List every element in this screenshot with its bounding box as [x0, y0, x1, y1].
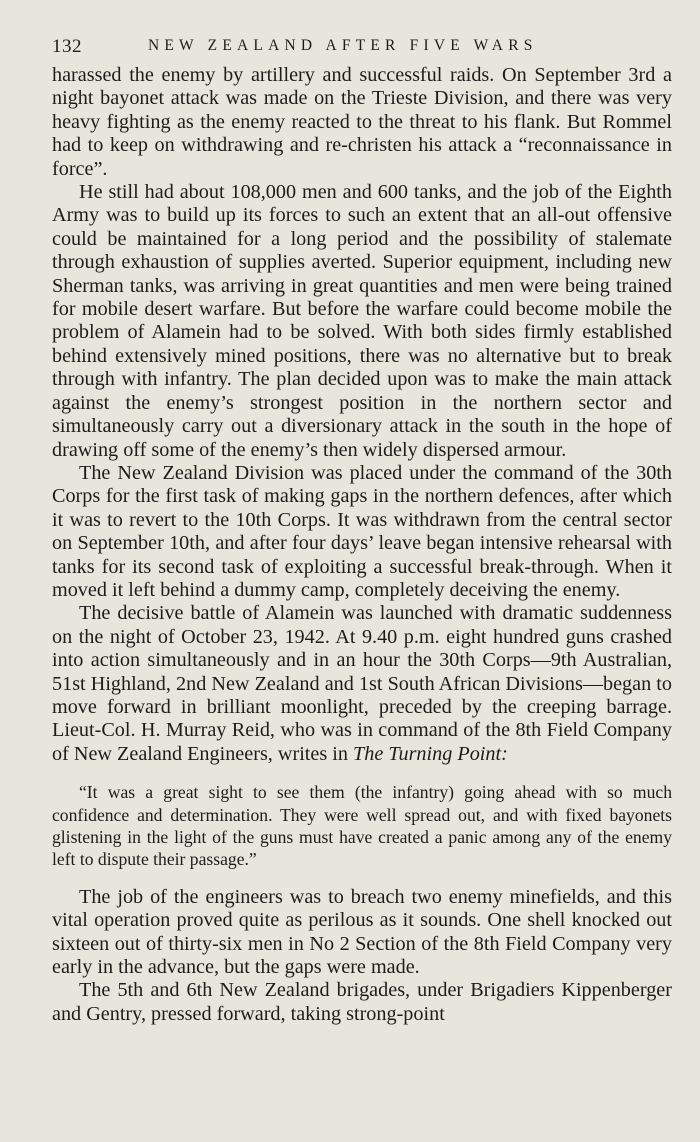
book-title-citation: The Turning Point: — [353, 742, 508, 765]
paragraph-continued: harassed the enemy by artillery and successful raids. On September 3rd a night bayonet attack was made on the Trieste Division, and there was very heavy fighting as the enemy reacted to the threat to his flank. But Rommel had to keep on withdrawing and re-christen his attack a “reconnaissance in force”. — [52, 64, 672, 180]
paragraph-text: The decisive battle of Alamein was launched with dramatic suddenness on the night of October 23, 1942. At 9.40 p.m. eight hundred guns crashed into action simultaneously and in an hour the 30th Corps—9th Australian, 51st Highland, 2nd New Zealand and 1st South African Divisions—began to move forward in brilliant moonlight, preceded by the creeping barrage. Lieut-Col. H. Murray Reid, who was in command of the 8th Field Company of New Zealand Engineers, writes in — [52, 602, 672, 765]
body-text — [52, 64, 672, 1026]
page-header — [52, 36, 676, 58]
paragraph: The New Zealand Division was placed under the command of the 30th Corps for the first task of making gaps in the northern defences, after which it was to revert to the 10th Corps. It was withdrawn from the central sector on September 10th, and after four days’ leave began intensive rehearsal with tanks for its second task of exploiting a successful break-through. When it moved it left behind a dummy camp, completely deceiving the enemy. — [52, 461, 672, 601]
block-quote: “It was a great sight to see them (the infantry) going ahead with so much confidence and determination. They were well spread out, and with fixed bayonets glistening in the light of the guns must have created a panic among any of the enemy left to dispute their passage.” — [52, 782, 672, 870]
paragraph — [52, 602, 672, 766]
paragraph: He still had about 108,000 men and 600 tanks, and the job of the Eighth Army was to build up its forces to such an extent that an all-out offensive could be maintained for a long period and the possibility of stalemate through exhaustion of supplies averted. Superior equipment, including new Sherman tanks, was arriving in great quantities and men were being trained for mobile desert warfare. But before the warfare could become mobile the problem of Alamein had to be solved. With both sides firmly established behind extensively mined positions, there was no alternative but to break through with infantry. The plan decided upon was to make the main attack against the enemy’s strongest position in the northern sector and simultaneously carry out a diversionary attack in the south in the hope of drawing off some of the enemy’s then widely dispersed armour. — [52, 181, 672, 461]
page-number: 132 — [52, 36, 82, 57]
paragraph: The 5th and 6th New Zealand brigades, under Brigadiers Kippenberger and Gentry, pressed forward, taking strong-point — [52, 979, 672, 1025]
running-title: NEW ZEALAND AFTER FIVE WARS — [148, 37, 538, 54]
paragraph: The job of the engineers was to breach two enemy minefields, and this vital operation proved quite as perilous as it sounds. One shell knocked out sixteen out of thirty-six men in No 2 Section of the 8th Field Company very early in the advance, but the gaps were made. — [52, 885, 672, 979]
